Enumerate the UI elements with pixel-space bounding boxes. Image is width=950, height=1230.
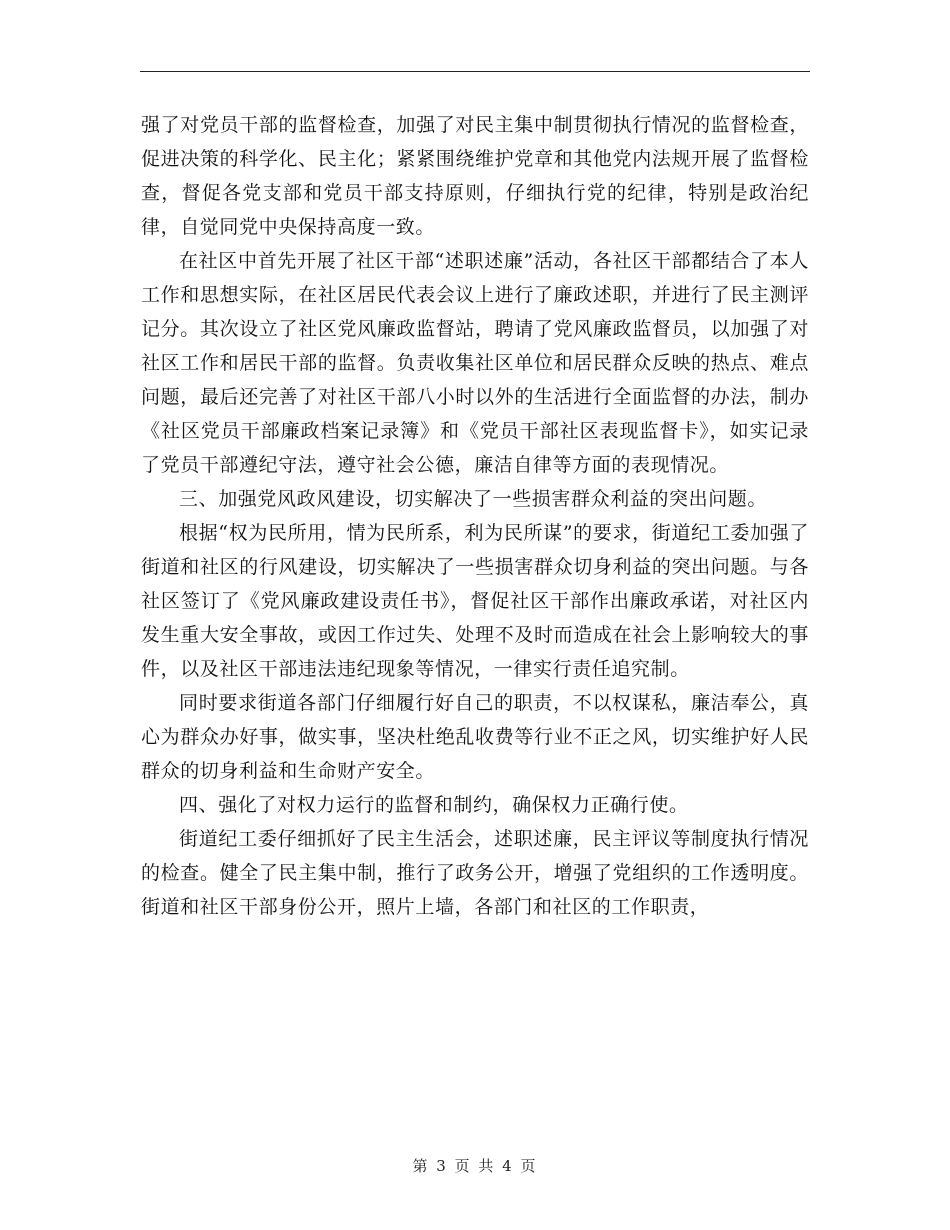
body-text [141,108,809,924]
section-heading-3: 三、加强党风政风建设，切实解决了一些损害群众利益的突出问题。 [179,488,768,510]
paragraph-1: 强了对党员干部的监督检查，加强了对民主集中制贯彻执行情况的监督检查，促进决策的科学化、民主化；紧紧围绕维护党章和其他党内法规开展了监督检查，督促各党支部和党员干部支持原则，仔细执行党的纪律，特别是政治纪律，自觉同党中央保持高度一致。 [141,114,809,238]
paragraph-4: 根据“权为民所用，情为民所系，利为民所谋”的要求，街道纪工委加强了街道和社区的行风建设，切实解决了一些损害群众切身利益的突出问题。与各社区签订了《党风廉政建设责任书》，督促社区干部作出廉政承诺，对社区内发生重大安全事故，或因工作过失、处理不及时而造成在社会上影响较大的事件，以及社区干部违法违纪现象等情况，一律实行责任追究制。 [141,522,809,680]
header-rule [140,71,810,72]
paragraph-7: 街道纪工委仔细抓好了民主生活会，述职述廉，民主评议等制度执行情况的检查。健全了民主集中制，推行了政务公开，增强了党组织的工作透明度。街道和社区干部身份公开，照片上墙，各部门和社区的工作职责， [141,828,809,918]
page-footer: 第 3 页 共 4 页 [412,1157,538,1175]
section-heading-4: 四、强化了对权力运行的监督和制约，确保权力正确行使。 [179,794,689,816]
paragraph-2: 在社区中首先开展了社区干部“述职述廉”活动，各社区干部都结合了本人工作和思想实际，在社区居民代表会议上进行了廉政述职，并进行了民主测评记分。其次设立了社区党风廉政监督站，聘请了党风廉政监督员，以加强了对社区工作和居民干部的监督。负责收集社区单位和居民群众反映的热点、难点问题，最后还完善了对社区干部八小时以外的生活进行全面监督的办法，制办《社区党员干部廉政档案记录簿》和《党员干部社区表现监督卡》，如实记录了党员干部遵纪守法，遵守社会公德，廉洁自律等方面的表现情况。 [141,250,809,476]
paragraph-5: 同时要求街道各部门仔细履行好自己的职责，不以权谋私，廉洁奉公，真心为群众办好事，做实事，坚决杜绝乱收费等行业不正之风，切实维护好人民群众的切身利益和生命财产安全。 [141,692,809,782]
